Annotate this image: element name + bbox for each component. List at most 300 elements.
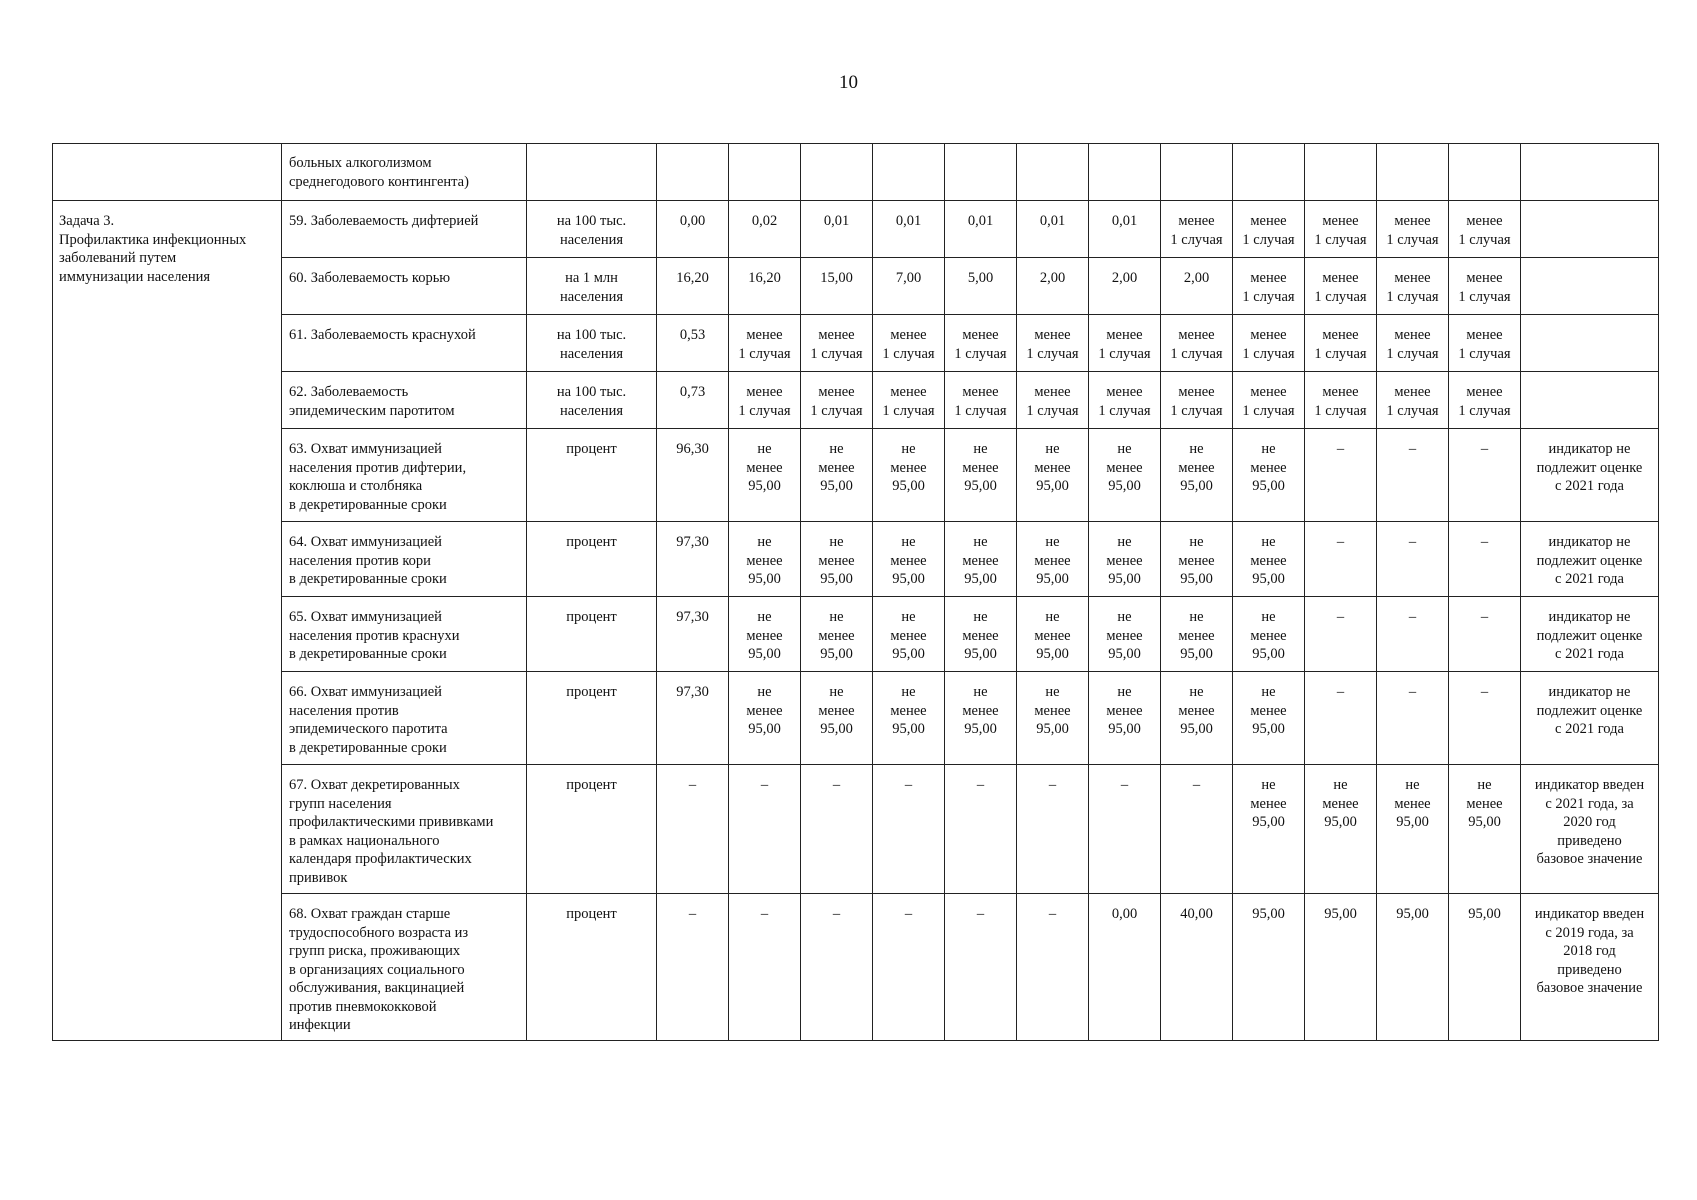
cell-line: 2,00 xyxy=(1111,270,1138,286)
value-cell xyxy=(1017,765,1089,894)
value-cell xyxy=(1017,201,1089,258)
cell-line: 68. Охват граждан старше xyxy=(289,906,451,922)
cell-line: менее xyxy=(1250,459,1287,476)
cell-line: приведено xyxy=(1557,961,1622,978)
cell-line: в организациях социального xyxy=(289,961,465,978)
cell-line: 7,00 xyxy=(895,270,922,286)
value-cell xyxy=(873,597,945,672)
value-cell xyxy=(1449,597,1521,672)
cell-line: 66. Охват иммунизацией xyxy=(289,684,442,700)
value-cell xyxy=(801,672,873,765)
value-cell xyxy=(945,522,1017,597)
cell-line: 63. Охват иммунизацией xyxy=(289,441,442,457)
cell-line: менее xyxy=(1106,627,1143,644)
note-cell xyxy=(1521,894,1659,1041)
value-cell xyxy=(1161,522,1233,597)
cell-line: менее xyxy=(890,702,927,719)
cell-line: не xyxy=(1045,609,1060,625)
cell-line: менее xyxy=(1178,327,1215,343)
cell-line: не xyxy=(1261,777,1276,793)
cell-line: индикатор не xyxy=(1548,534,1631,550)
cell-line: не xyxy=(757,534,772,550)
cell-line: менее xyxy=(1394,327,1431,343)
cell-line: не xyxy=(1189,441,1204,457)
value-cell xyxy=(873,765,945,894)
cell-line: 1 случая xyxy=(1314,231,1367,248)
cell-line: 95,00 xyxy=(748,646,781,662)
cell-line: не xyxy=(1261,609,1276,625)
value-cell xyxy=(1305,201,1377,258)
value-cell xyxy=(1161,429,1233,522)
cell-line: менее xyxy=(1106,552,1143,569)
value-cell xyxy=(1233,201,1305,258)
cell-line: не xyxy=(973,534,988,550)
cell-line: – xyxy=(1048,777,1057,793)
cell-line: с 2021 года xyxy=(1555,646,1624,662)
cell-line: – xyxy=(1336,609,1345,625)
table-row xyxy=(53,201,1659,258)
cell-line: 16,20 xyxy=(748,270,781,286)
cell-line: – xyxy=(976,906,985,922)
value-cell xyxy=(657,201,729,258)
value-cell xyxy=(1233,144,1305,201)
value-cell xyxy=(945,258,1017,315)
cell-line: 97,30 xyxy=(676,609,709,625)
cell-line: среднегодового контингента) xyxy=(289,173,469,190)
cell-line: 0,01 xyxy=(1111,213,1138,229)
cell-line: менее xyxy=(1466,327,1503,343)
cell-line: не xyxy=(757,609,772,625)
cell-line: менее xyxy=(1034,552,1071,569)
cell-line: менее xyxy=(1394,384,1431,400)
cell-line: менее xyxy=(1178,384,1215,400)
cell-line: менее xyxy=(1178,702,1215,719)
value-cell xyxy=(729,201,801,258)
cell-line: 65. Охват иммунизацией xyxy=(289,609,442,625)
cell-line: 1 случая xyxy=(1386,231,1439,248)
value-cell xyxy=(1017,258,1089,315)
cell-line: не xyxy=(829,684,844,700)
value-cell xyxy=(1305,372,1377,429)
unit-cell xyxy=(527,522,657,597)
table-row xyxy=(53,429,1659,522)
value-cell xyxy=(1449,258,1521,315)
cell-line: – xyxy=(1408,534,1417,550)
cell-line: подлежит оценке xyxy=(1536,552,1643,569)
cell-line: менее xyxy=(890,327,927,343)
cell-line: не xyxy=(757,441,772,457)
cell-line: эпидемического паротита xyxy=(289,721,448,737)
cell-line: не xyxy=(829,534,844,550)
cell-line: индикатор введен xyxy=(1534,777,1645,793)
value-cell xyxy=(1377,765,1449,894)
indicator-name-cell xyxy=(282,429,527,522)
cell-line: не xyxy=(973,441,988,457)
cell-line: 0,00 xyxy=(679,213,706,229)
value-cell xyxy=(1089,672,1161,765)
cell-line: не xyxy=(1045,441,1060,457)
indicator-name-cell xyxy=(282,315,527,372)
cell-line: 95,00 xyxy=(1036,646,1069,662)
cell-line: менее xyxy=(1322,213,1359,229)
value-cell xyxy=(1233,765,1305,894)
cell-line: 95,00 xyxy=(820,478,853,494)
cell-line: – xyxy=(1048,906,1057,922)
cell-line: 59. Заболеваемость дифтерией xyxy=(289,213,479,229)
cell-line: менее xyxy=(962,552,999,569)
value-cell xyxy=(1377,597,1449,672)
value-cell xyxy=(1161,258,1233,315)
cell-line: не xyxy=(901,609,916,625)
value-cell xyxy=(873,372,945,429)
cell-line: 95,00 xyxy=(1324,814,1357,830)
value-cell xyxy=(1305,765,1377,894)
value-cell xyxy=(1233,672,1305,765)
value-cell xyxy=(873,315,945,372)
value-cell xyxy=(1449,765,1521,894)
cell-line: 1 случая xyxy=(1242,231,1295,248)
cell-line: 2,00 xyxy=(1039,270,1066,286)
cell-line: в декретированные сроки xyxy=(289,571,447,587)
cell-line: населения xyxy=(559,288,624,305)
note-cell xyxy=(1521,672,1659,765)
cell-line: против пневмококковой xyxy=(289,998,437,1015)
cell-line: с 2021 года, за xyxy=(1545,795,1634,812)
cell-line: менее xyxy=(962,627,999,644)
value-cell xyxy=(1161,372,1233,429)
value-cell xyxy=(1089,201,1161,258)
cell-line: менее xyxy=(818,702,855,719)
value-cell xyxy=(1233,258,1305,315)
value-cell xyxy=(873,201,945,258)
unit-cell xyxy=(527,258,657,315)
cell-line: не xyxy=(1333,777,1348,793)
cell-line: 95,00 xyxy=(1396,814,1429,830)
cell-line: Профилактика инфекционных xyxy=(59,231,247,248)
value-cell xyxy=(657,315,729,372)
cell-line: – xyxy=(1120,777,1129,793)
cell-line: менее xyxy=(1322,327,1359,343)
cell-line: – xyxy=(688,777,697,793)
cell-line: 5,00 xyxy=(967,270,994,286)
cell-line: менее xyxy=(1034,627,1071,644)
cell-line: 95,00 xyxy=(964,721,997,737)
cell-line: индикатор введен xyxy=(1534,906,1645,922)
cell-line: 95,00 xyxy=(1180,646,1213,662)
cell-line: не xyxy=(1189,534,1204,550)
cell-line: не xyxy=(1189,609,1204,625)
value-cell xyxy=(801,522,873,597)
value-cell xyxy=(873,258,945,315)
value-cell xyxy=(1017,429,1089,522)
table-row xyxy=(53,258,1659,315)
value-cell xyxy=(873,672,945,765)
cell-line: – xyxy=(904,906,913,922)
value-cell xyxy=(801,597,873,672)
cell-line: не xyxy=(1045,534,1060,550)
cell-line: 95,00 xyxy=(1252,571,1285,587)
table-row xyxy=(53,894,1659,1041)
cell-line: менее xyxy=(818,627,855,644)
cell-line: 1 случая xyxy=(954,345,1007,362)
value-cell xyxy=(1377,201,1449,258)
cell-line: менее xyxy=(818,459,855,476)
cell-line: 1 случая xyxy=(1026,345,1079,362)
cell-line: с 2021 года xyxy=(1555,721,1624,737)
table-row xyxy=(53,765,1659,894)
cell-line: 1 случая xyxy=(1458,288,1511,305)
cell-line: с 2021 года xyxy=(1555,478,1624,494)
cell-line: 0,53 xyxy=(679,327,706,343)
cell-line: не xyxy=(1189,684,1204,700)
value-cell xyxy=(945,597,1017,672)
cell-line: коклюша и столбняка xyxy=(289,478,423,494)
cell-line: менее xyxy=(1322,270,1359,286)
cell-line: населения против дифтерии, xyxy=(289,459,467,476)
cell-line: профилактическими прививками xyxy=(289,814,494,830)
cell-line: 0,73 xyxy=(679,384,706,400)
cell-line: не xyxy=(901,441,916,457)
cell-line: менее xyxy=(1106,384,1143,400)
cell-line: менее xyxy=(890,552,927,569)
indicator-name-cell xyxy=(282,765,527,894)
value-cell xyxy=(729,144,801,201)
unit-cell xyxy=(527,765,657,894)
cell-line: процент xyxy=(566,609,617,625)
value-cell xyxy=(1233,597,1305,672)
cell-line: менее xyxy=(746,627,783,644)
cell-line: 0,01 xyxy=(895,213,922,229)
cell-line: – xyxy=(904,777,913,793)
cell-line: 95,00 xyxy=(892,478,925,494)
value-cell xyxy=(729,765,801,894)
cell-line: менее xyxy=(818,384,855,400)
cell-line: менее xyxy=(962,459,999,476)
cell-line: менее xyxy=(962,702,999,719)
indicators-table xyxy=(52,143,1659,1041)
cell-line: менее xyxy=(1322,795,1359,812)
value-cell xyxy=(1017,522,1089,597)
value-cell xyxy=(801,315,873,372)
note-cell xyxy=(1521,372,1659,429)
cell-line: больных алкоголизмом xyxy=(289,155,432,171)
note-cell xyxy=(1521,201,1659,258)
cell-line: менее xyxy=(746,702,783,719)
cell-line: менее xyxy=(1250,384,1287,400)
cell-line: менее xyxy=(1250,213,1287,229)
value-cell xyxy=(1233,315,1305,372)
value-cell xyxy=(657,597,729,672)
cell-line: не xyxy=(1261,441,1276,457)
cell-line: 95,00 xyxy=(892,646,925,662)
cell-line: 95,00 xyxy=(820,721,853,737)
cell-line: менее xyxy=(1178,459,1215,476)
cell-line: 2020 год xyxy=(1563,814,1616,830)
cell-line: 16,20 xyxy=(676,270,709,286)
cell-line: не xyxy=(829,441,844,457)
cell-line: 0,01 xyxy=(823,213,850,229)
cell-line: 95,00 xyxy=(1108,646,1141,662)
value-cell xyxy=(945,894,1017,1041)
cell-line: процент xyxy=(566,684,617,700)
value-cell xyxy=(1089,144,1161,201)
value-cell xyxy=(801,201,873,258)
cell-line: в декретированные сроки xyxy=(289,496,447,513)
cell-line: 1 случая xyxy=(1386,288,1439,305)
cell-line: менее xyxy=(1322,384,1359,400)
value-cell xyxy=(729,315,801,372)
cell-line: менее xyxy=(818,552,855,569)
value-cell xyxy=(1017,372,1089,429)
cell-line: на 100 тыс. xyxy=(556,384,627,400)
value-cell xyxy=(1449,522,1521,597)
note-cell xyxy=(1521,258,1659,315)
cell-line: менее xyxy=(1106,702,1143,719)
cell-line: 95,00 xyxy=(820,646,853,662)
cell-line: 95,00 xyxy=(1180,571,1213,587)
value-cell xyxy=(1017,597,1089,672)
cell-line: подлежит оценке xyxy=(1536,459,1643,476)
value-cell xyxy=(801,258,873,315)
cell-line: прививок xyxy=(289,869,348,886)
cell-line: 2,00 xyxy=(1183,270,1210,286)
cell-line: 97,30 xyxy=(676,684,709,700)
cell-line: – xyxy=(1336,684,1345,700)
cell-line: менее xyxy=(1034,702,1071,719)
cell-line: не xyxy=(1261,534,1276,550)
value-cell xyxy=(1449,672,1521,765)
cell-line: менее xyxy=(1466,270,1503,286)
cell-line: 1 случая xyxy=(1458,231,1511,248)
cell-line: 1 случая xyxy=(1386,402,1439,419)
value-cell xyxy=(1449,315,1521,372)
cell-line: 1 случая xyxy=(882,402,935,419)
cell-line: инфекции xyxy=(289,1017,351,1033)
note-cell xyxy=(1521,765,1659,894)
value-cell xyxy=(1161,597,1233,672)
cell-line: 95,00 xyxy=(964,646,997,662)
cell-line: не xyxy=(1117,441,1132,457)
cell-line: – xyxy=(688,906,697,922)
cell-line: 1 случая xyxy=(1098,345,1151,362)
cell-line: индикатор не xyxy=(1548,441,1631,457)
cell-line: населения xyxy=(559,402,624,419)
value-cell xyxy=(729,597,801,672)
cell-line: – xyxy=(760,777,769,793)
cell-line: на 1 млн xyxy=(565,270,618,286)
value-cell xyxy=(1089,597,1161,672)
cell-line: менее xyxy=(1250,627,1287,644)
value-cell xyxy=(1089,315,1161,372)
cell-line: 95,00 xyxy=(1396,906,1429,922)
value-cell xyxy=(657,522,729,597)
cell-line: менее xyxy=(818,327,855,343)
cell-line: менее xyxy=(1106,327,1143,343)
cell-line: не xyxy=(1261,684,1276,700)
cell-line: менее xyxy=(1250,327,1287,343)
cell-line: 2018 год xyxy=(1563,943,1616,959)
cell-line: менее xyxy=(890,627,927,644)
unit-cell xyxy=(527,315,657,372)
cell-line: не xyxy=(901,534,916,550)
cell-line: менее xyxy=(1466,795,1503,812)
cell-line: не xyxy=(1045,684,1060,700)
cell-line: – xyxy=(1480,684,1489,700)
note-cell xyxy=(1521,429,1659,522)
value-cell xyxy=(1089,258,1161,315)
table-row xyxy=(53,597,1659,672)
table-row xyxy=(53,372,1659,429)
value-cell xyxy=(1017,315,1089,372)
cell-line: 1 случая xyxy=(1170,345,1223,362)
cell-line: в декретированные сроки xyxy=(289,646,447,662)
cell-line: не xyxy=(973,609,988,625)
cell-line: 95,00 xyxy=(964,478,997,494)
value-cell xyxy=(657,258,729,315)
value-cell xyxy=(1233,429,1305,522)
value-cell xyxy=(873,522,945,597)
cell-line: 1 случая xyxy=(738,402,791,419)
cell-line: не xyxy=(1477,777,1492,793)
value-cell xyxy=(1017,894,1089,1041)
cell-line: 0,02 xyxy=(751,213,778,229)
cell-line: населения xyxy=(559,345,624,362)
cell-line: 95,00 xyxy=(1252,478,1285,494)
cell-line: 1 случая xyxy=(954,402,1007,419)
value-cell xyxy=(1377,315,1449,372)
cell-line: 95,00 xyxy=(1252,814,1285,830)
cell-line: – xyxy=(1192,777,1201,793)
value-cell xyxy=(1161,765,1233,894)
cell-line: – xyxy=(1480,441,1489,457)
cell-line: 95,00 xyxy=(1036,571,1069,587)
cell-line: в декретированные сроки xyxy=(289,739,447,756)
value-cell xyxy=(801,765,873,894)
value-cell xyxy=(1305,894,1377,1041)
table-row xyxy=(53,315,1659,372)
task-cell xyxy=(53,201,282,1041)
cell-line: эпидемическим паротитом xyxy=(289,402,455,419)
cell-line: 1 случая xyxy=(1098,402,1151,419)
unit-cell xyxy=(527,672,657,765)
value-cell xyxy=(1089,765,1161,894)
value-cell xyxy=(1305,429,1377,522)
cell-line: календаря профилактических xyxy=(289,851,472,867)
cell-line: менее xyxy=(890,459,927,476)
cell-line: не xyxy=(1117,534,1132,550)
cell-line: 95,00 xyxy=(748,721,781,737)
cell-line: на 100 тыс. xyxy=(556,327,627,343)
value-cell xyxy=(1377,672,1449,765)
value-cell xyxy=(873,429,945,522)
value-cell xyxy=(1377,258,1449,315)
cell-line: 60. Заболеваемость корью xyxy=(289,270,451,286)
value-cell xyxy=(657,429,729,522)
value-cell xyxy=(945,429,1017,522)
cell-line: процент xyxy=(566,906,617,922)
cell-line: – xyxy=(1480,534,1489,550)
unit-cell xyxy=(527,372,657,429)
cell-line: менее xyxy=(890,384,927,400)
cell-line: групп риска, проживающих xyxy=(289,943,461,959)
value-cell xyxy=(657,372,729,429)
cell-line: населения против краснухи xyxy=(289,627,460,644)
cell-line: менее xyxy=(1034,384,1071,400)
value-cell xyxy=(1377,894,1449,1041)
value-cell xyxy=(945,144,1017,201)
cell-line: 95,00 xyxy=(1252,646,1285,662)
cell-line: – xyxy=(976,777,985,793)
